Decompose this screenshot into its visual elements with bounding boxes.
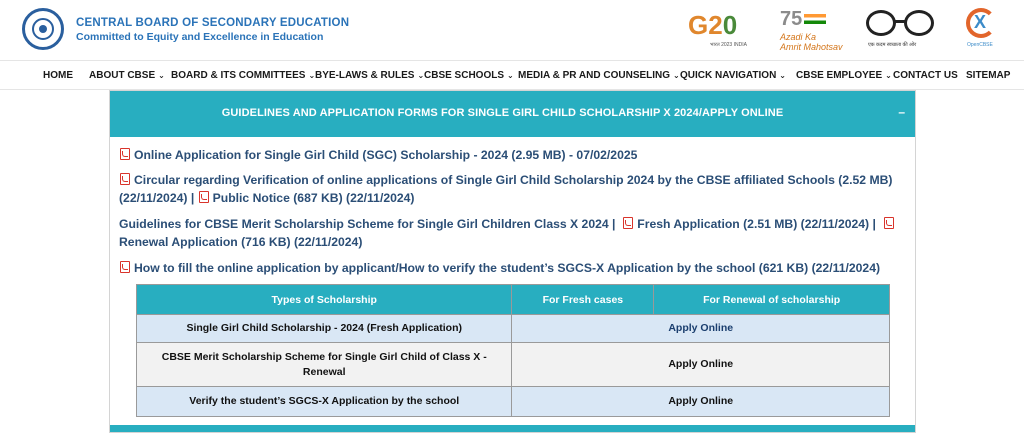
chevron-down-icon: ⌄: [779, 71, 786, 80]
azadi-line1: Azadi Ka: [780, 32, 817, 42]
pdf-icon: [884, 217, 894, 229]
online-application-link[interactable]: Online Application for Single Girl Child (SGC) Scholarship - 2024 (2.95 MB) - 07/02/2025: [134, 148, 638, 162]
nav-label: SITEMAP: [966, 70, 1011, 81]
open-cbse-x: X: [974, 12, 987, 32]
pdf-icon: [120, 173, 130, 185]
link-line-1: [119, 146, 637, 164]
open-cbse-label: OpenCBSE: [967, 42, 993, 48]
scholarship-type-cell: [137, 343, 512, 387]
apply-online-link[interactable]: Apply Online: [512, 343, 890, 387]
nav-cbse-employee[interactable]: [796, 70, 892, 81]
nav-label: QUICK NAVIGATION: [680, 70, 777, 81]
swachh-bharat-logo[interactable]: [866, 10, 946, 52]
nav-quick-navigation[interactable]: [680, 70, 786, 81]
nav-label: BOARD & ITS COMMITTEES: [171, 70, 306, 81]
circular-verification-link[interactable]: Circular regarding Verification of online applications of Single Girl Child Scholarship 2024 by the CBSE affiliated Schools (2.52 MB): [134, 173, 893, 187]
org-tagline: Committed to Equity and Excellence in Education: [76, 31, 324, 43]
how-to-fill-link[interactable]: How to fill the online application by applicant/How to verify the student’s SGCS-X Application by the school (621 KB) (22/11/2024): [134, 261, 881, 275]
panel-title: GUIDELINES AND APPLICATION FORMS FOR SINGLE GIRL CHILD SCHOLARSHIP X 2024/APPLY ONLINE: [221, 107, 784, 119]
link-line-3b: [119, 233, 362, 251]
nav-label: CBSE SCHOOLS: [424, 70, 505, 81]
azadi-line2: Amrit Mahotsav: [780, 42, 843, 52]
panel-header[interactable]: [110, 91, 915, 137]
nav-contact-us[interactable]: [893, 70, 958, 81]
type-line-2: Renewal: [302, 365, 346, 378]
public-notice-link[interactable]: Public Notice (687 KB) (22/11/2024): [212, 191, 415, 205]
swachh-caption: एक कदम स्वच्छता की ओर: [868, 42, 917, 48]
scholarship-panel: [109, 90, 916, 433]
indian-flag-icon: [804, 14, 826, 24]
next-panel-header-strip: [110, 425, 915, 432]
link-line-4: [119, 259, 880, 277]
scholarship-type-cell: Verify the student’s SGCS-X Application by the school: [137, 387, 512, 417]
link-line-2b: [119, 189, 415, 207]
chevron-down-icon: ⌄: [673, 71, 680, 80]
chevron-down-icon: ⌄: [417, 71, 425, 80]
fresh-application-link[interactable]: Fresh Application (2.51 MB) (22/11/2024) |: [637, 217, 876, 231]
link-line-2: [119, 171, 892, 189]
column-header: For Renewal of scholarship: [654, 285, 890, 315]
column-header: Types of Scholarship: [137, 285, 512, 315]
chevron-down-icon: ⌄: [308, 71, 316, 80]
nav-label: HOME: [43, 70, 73, 81]
nav-label: CONTACT US: [893, 70, 958, 81]
nav-board-committees[interactable]: [171, 70, 315, 81]
spectacles-right-icon: [904, 10, 934, 36]
table-header-row: [137, 285, 890, 315]
cbse-emblem-icon[interactable]: [22, 8, 64, 50]
open-cbse-logo[interactable]: [962, 8, 1002, 52]
pdf-icon: [120, 148, 130, 160]
nav-label: BYE-LAWS & RULES: [315, 70, 415, 81]
guidelines-link[interactable]: Guidelines for CBSE Merit Scholarship Scheme for Single Girl Children Class X 2024 |: [119, 217, 616, 231]
table-row: [137, 315, 890, 343]
main-nav: [0, 60, 1024, 90]
g20-zero: 0: [722, 10, 738, 40]
nav-cbse-schools[interactable]: [424, 70, 514, 81]
pdf-icon: [623, 217, 633, 229]
nav-label: MEDIA & PR AND COUNSELING: [518, 70, 671, 81]
pdf-icon: [199, 191, 209, 203]
scholarship-type-cell: Single Girl Child Scholarship - 2024 (Fresh Application): [137, 315, 512, 343]
chevron-down-icon: ⌄: [885, 71, 892, 80]
org-name[interactable]: CENTRAL BOARD OF SECONDARY EDUCATION: [76, 17, 350, 29]
emblem-center: [39, 25, 47, 33]
collapse-toggle-icon[interactable]: –: [898, 105, 905, 119]
nav-label: CBSE EMPLOYEE: [796, 70, 883, 81]
table-row: [137, 343, 890, 387]
g20-logo[interactable]: [688, 10, 760, 50]
table-row: [137, 387, 890, 417]
azadi-ka-amrit-mahotsav-logo[interactable]: [780, 8, 850, 52]
column-header: For Fresh cases: [512, 285, 654, 315]
nav-sitemap[interactable]: [966, 70, 1010, 81]
nav-bye-laws[interactable]: [315, 70, 424, 81]
scholarship-table: [136, 284, 890, 417]
type-line-1: CBSE Merit Scholarship Scheme for Single Girl Child of Class X -: [161, 350, 487, 363]
apply-online-link[interactable]: Apply Online: [512, 315, 890, 343]
site-header: [0, 0, 1024, 60]
chevron-down-icon: ⌄: [507, 71, 514, 80]
nav-about-cbse[interactable]: [89, 70, 165, 81]
renewal-application-link[interactable]: Renewal Application (716 KB) (22/11/2024): [119, 235, 363, 249]
nav-media-pr[interactable]: [518, 70, 680, 81]
nav-label: ABOUT CBSE: [89, 70, 156, 81]
apply-online-link[interactable]: Apply Online: [512, 387, 890, 417]
chevron-down-icon: ⌄: [158, 71, 165, 80]
spectacles-left-icon: [866, 10, 896, 36]
nav-home[interactable]: [43, 70, 73, 81]
link-line-3: [119, 215, 898, 233]
azadi-75-text: 75: [780, 8, 803, 30]
circular-date: (22/11/2024) |: [119, 191, 195, 205]
pdf-icon: [120, 261, 130, 273]
g20-text: G2: [688, 10, 723, 40]
g20-caption: भारत 2023 INDIA: [710, 42, 747, 48]
